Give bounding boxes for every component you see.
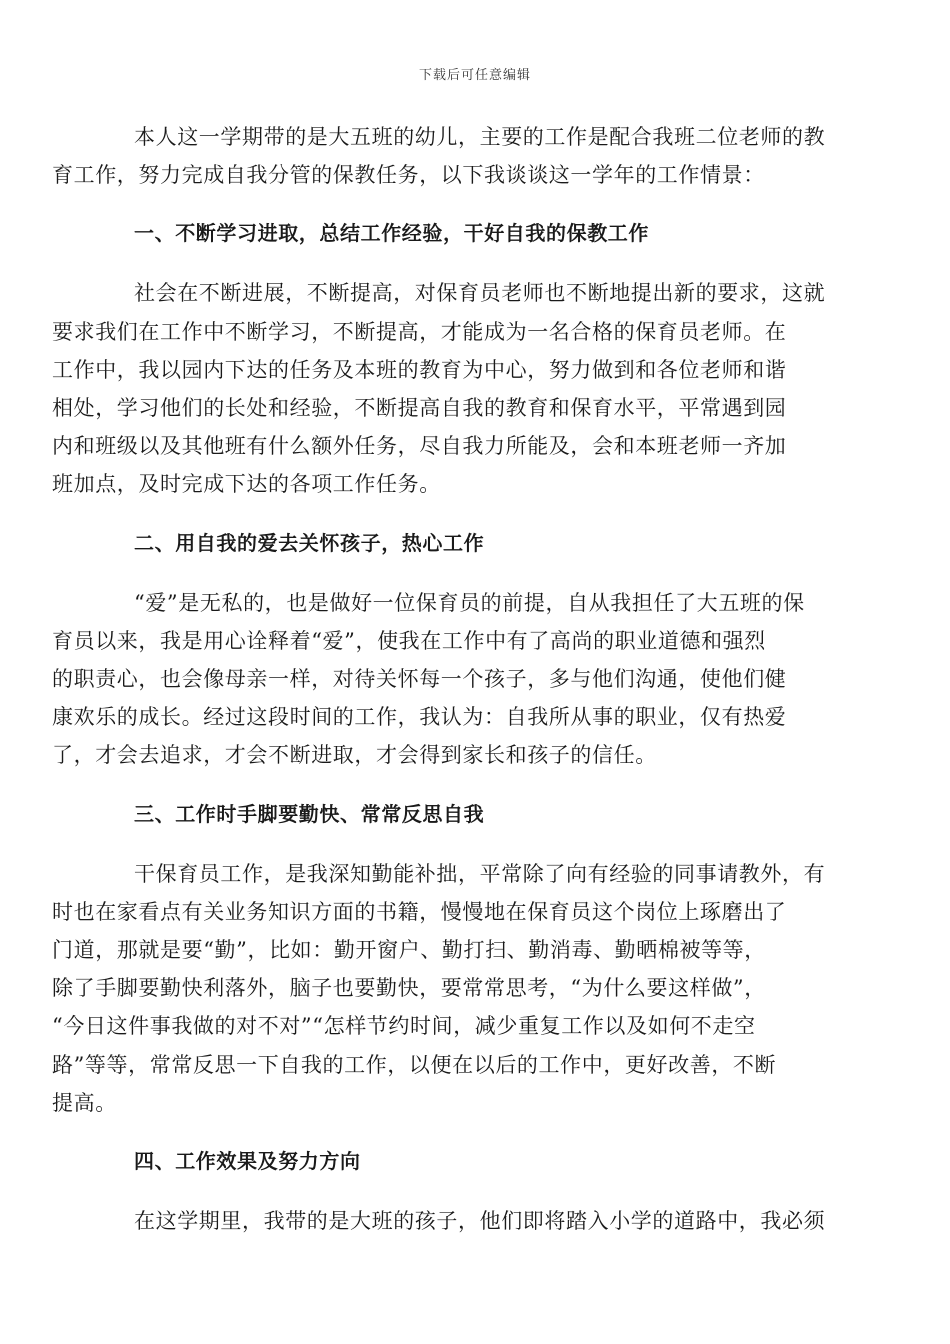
section-3-paragraph [52,855,856,1122]
text-line: 在这学期里，我带的是大班的孩子，他们即将踏入小学的道路中，我必须 [134,1209,826,1234]
text-line: 了，才会去追求，才会不断进取，才会得到家长和孩子的信任。 [52,743,657,768]
text-line: 育员以来，我是用心诠释着“爱”，使我在工作中有了高尚的职业道德和强烈 [52,628,766,653]
text-line: 工作中，我以园内下达的任务及本班的教育为中心，努力做到和各位老师和谐 [52,357,787,382]
text-line: 的职责心，也会像母亲一样，对待关怀每一个孩子，多与他们沟通，使他们健 [52,667,787,692]
section-1-paragraph [52,274,856,503]
text-line: “今日这件事我做的对不对”“怎样节约时间，减少重复工作以及如何不走空 [52,1014,756,1039]
text-line: 内和班级以及其他班有什么额外任务，尽自我力所能及，会和本班老师一齐加 [52,434,787,459]
text-line: 要求我们在工作中不断学习，不断提高，才能成为一名合格的保育员老师。在 [52,319,787,344]
text-line: 育工作，努力完成自我分管的保教任务，以下我谈谈这一学年的工作情景： [52,163,765,188]
section-heading-2: 二、用自我的爱去关怀孩子，热心工作 [134,530,485,555]
section-4-paragraph [134,1202,856,1240]
text-line: 除了手脚要勤快利落外，脑子也要勤快，要常常思考，“为什么要这样做”， [52,976,766,1001]
text-line: 相处，学习他们的长处和经验，不断提高自我的教育和保育水平，平常遇到园 [52,396,787,421]
text-line: 时也在家看点有关业务知识方面的书籍，慢慢地在保育员这个岗位上琢磨出了 [52,899,787,924]
text-line: 提高。 [52,1090,117,1115]
text-line: 本人这一学期带的是大五班的幼儿，主要的工作是配合我班二位老师的教 [134,125,826,149]
text-line: 路”等等，常常反思一下自我的工作，以便在以后的工作中，更好改善，不断 [52,1052,777,1077]
intro-paragraph [52,118,856,194]
document-body [52,118,856,1240]
text-line: 社会在不断进展，不断提高，对保育员老师也不断地提出新的要求，这就 [134,281,826,306]
section-heading-4: 四、工作效果及努力方向 [134,1149,361,1174]
section-heading-3: 三、工作时手脚要勤快、常常反思自我 [134,801,485,826]
text-line: 康欢乐的成长。经过这段时间的工作，我认为：自我所从事的职业，仅有热爱 [52,705,787,730]
text-line: “爱”是无私的，也是做好一位保育员的前提，自从我担任了大五班的保 [134,590,805,615]
text-line: 门道，那就是要“勤”，比如：勤开窗户、勤打扫、勤消毒、勤晒棉被等等， [52,938,766,963]
section-heading-1: 一、不断学习进取，总结工作经验，干好自我的保教工作 [134,221,649,246]
page-header: 下载后可任意编辑 [418,68,531,83]
text-line: 干保育员工作，是我深知勤能补拙，平常除了向有经验的同事请教外，有 [134,861,826,886]
section-2-paragraph [52,584,856,775]
text-line: 班加点，及时完成下达的各项工作任务。 [52,472,441,497]
